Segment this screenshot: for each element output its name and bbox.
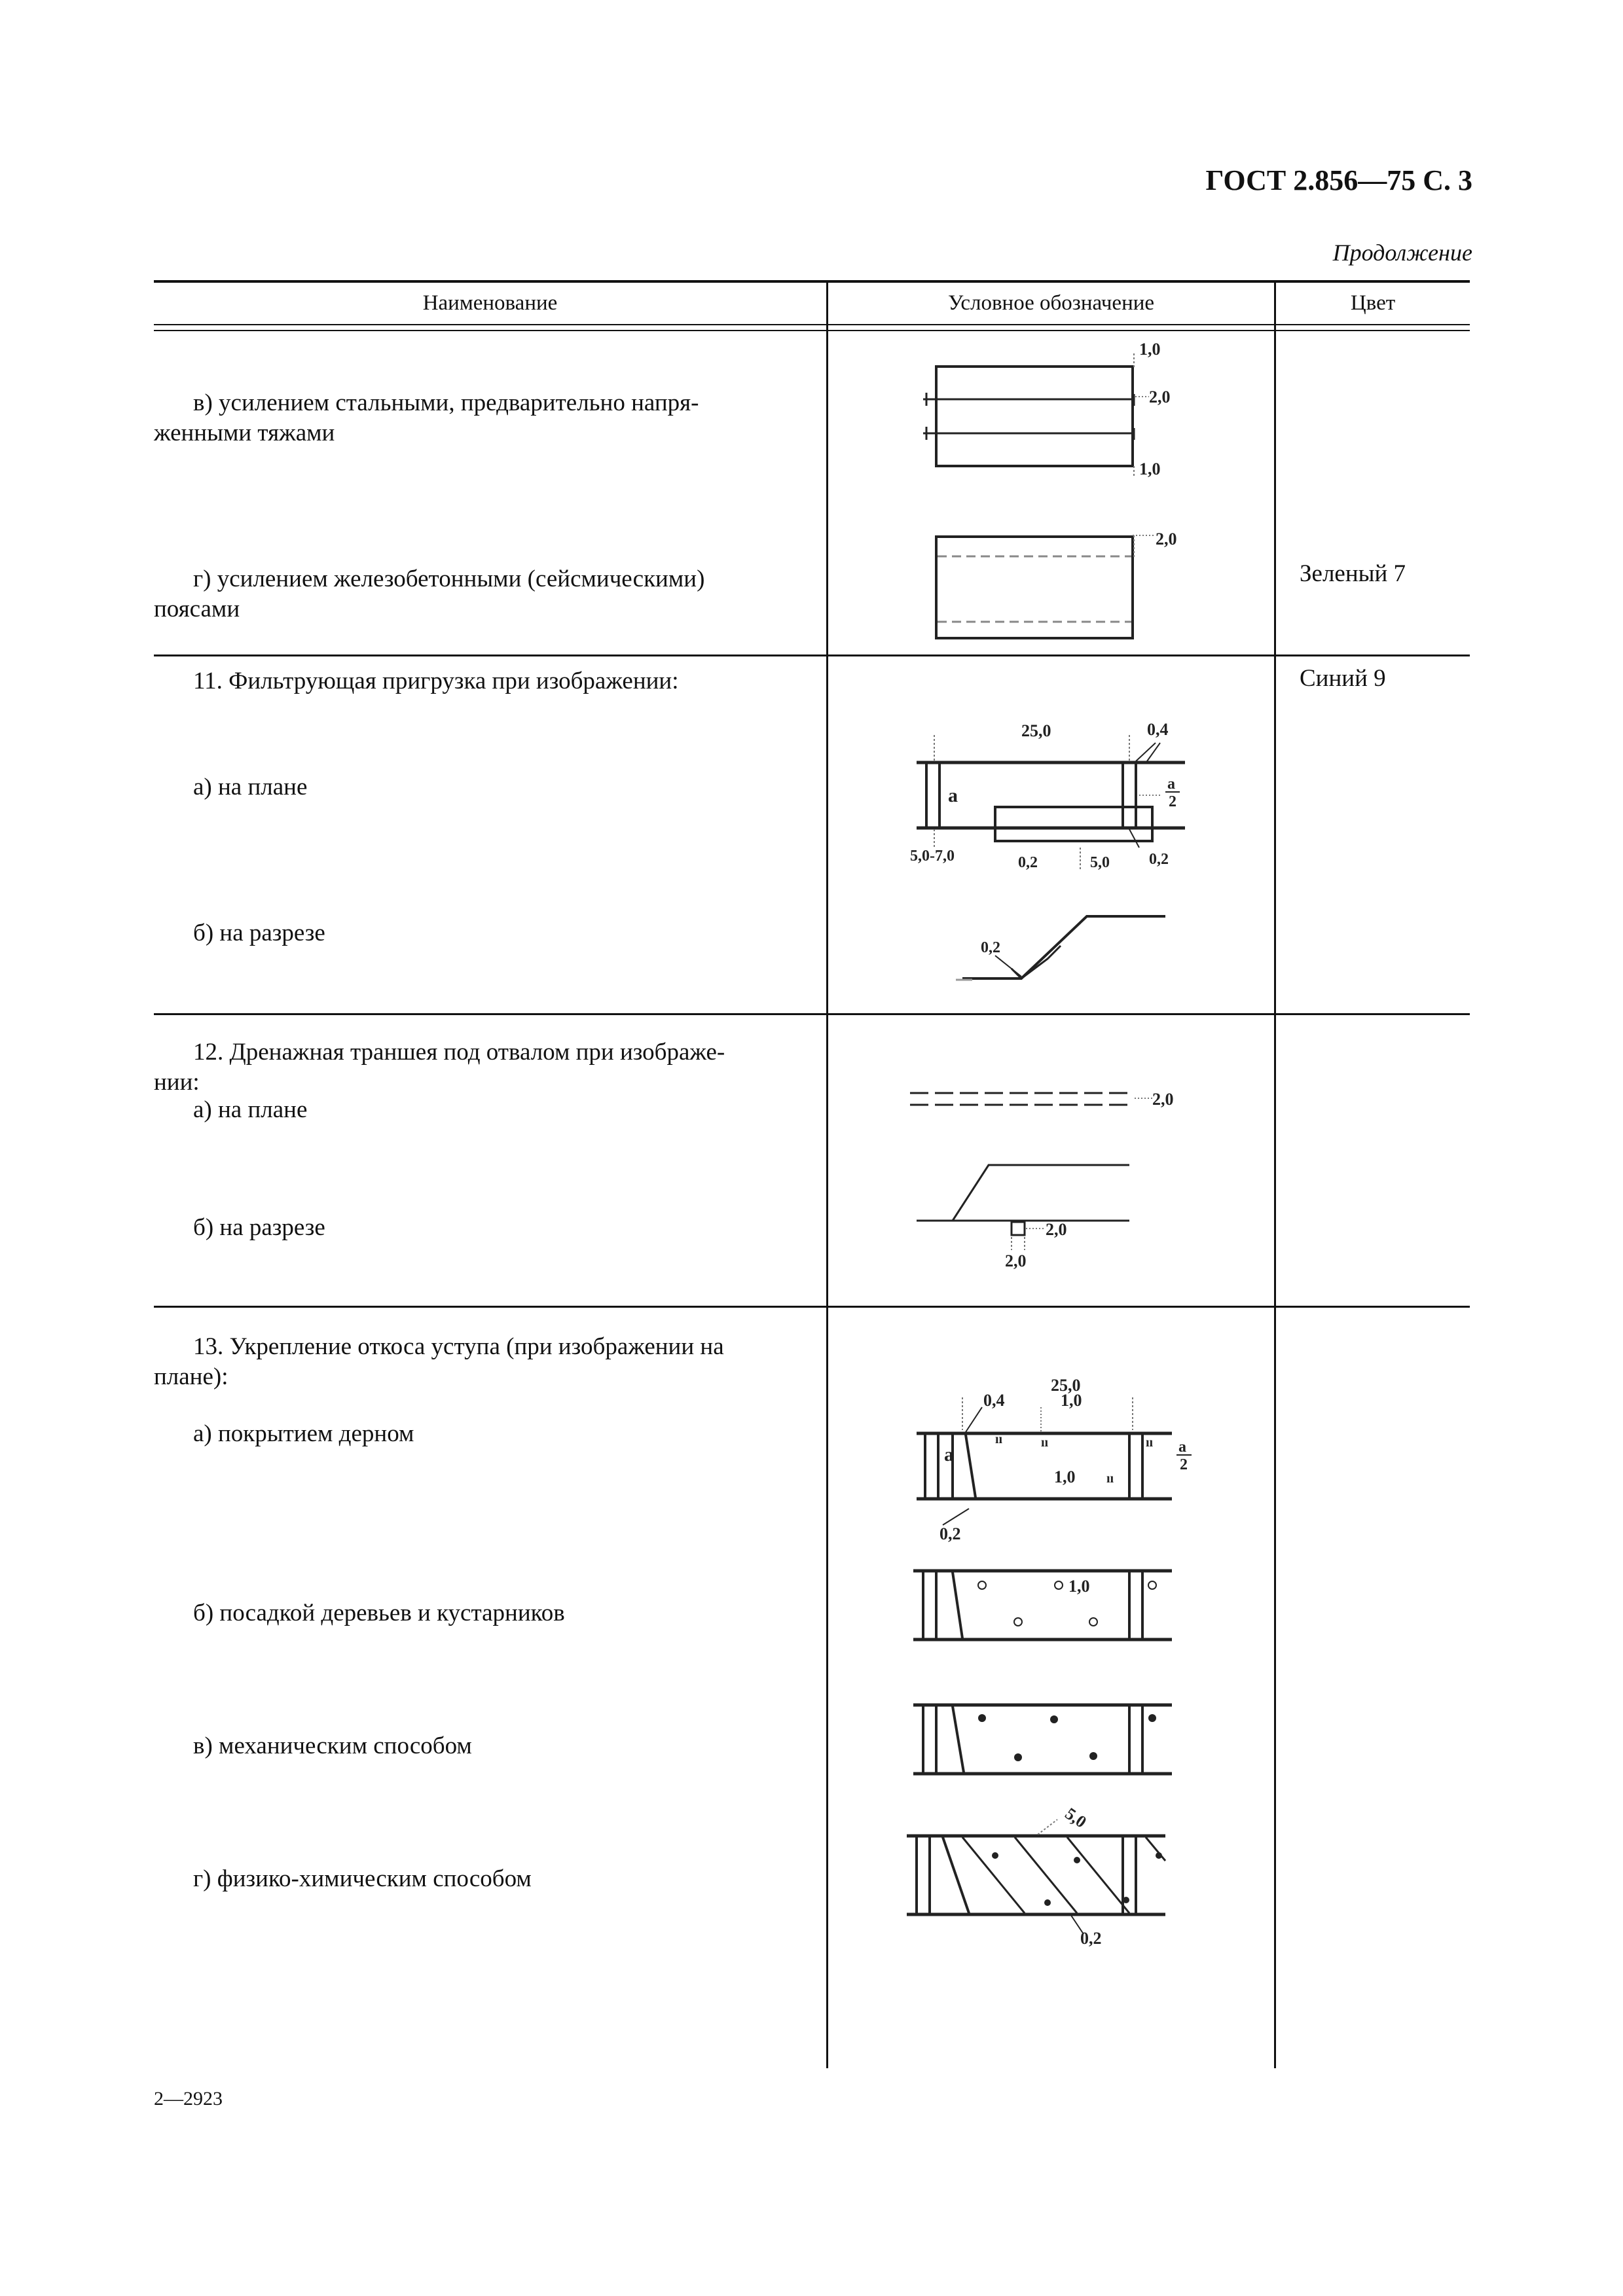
row-divider-10	[154, 655, 1470, 656]
svg-text:ıı: ıı	[1041, 1435, 1049, 1450]
row-11-text: 11. Фильтрующая пригрузка при изображении:	[193, 668, 679, 694]
row-13-text: 13. Укрепление откоса уступа (при изображении на плане):	[154, 1333, 724, 1390]
row-10g-color: Зеленый 7	[1300, 560, 1406, 587]
dim-13g-50: 5,0	[1061, 1804, 1090, 1832]
dim-11-frac-2: 2	[1169, 793, 1176, 810]
symbol-trees-shrubs	[903, 1558, 1205, 1656]
symbol-filter-load-section	[956, 903, 1192, 995]
dim-11-r: 0,2	[1149, 851, 1169, 868]
column-divider-2	[1274, 281, 1276, 2068]
row-11b-text: б) на разрезе	[193, 920, 325, 946]
row-13g-text: г) физико-химическим способом	[193, 1865, 532, 1892]
column-header-color: Цвет	[1350, 291, 1396, 315]
dim-11-left: 5,0-7,0	[910, 848, 955, 865]
symbol-drain-trench-plan	[907, 1080, 1208, 1119]
row-11-color: Синий 9	[1300, 665, 1386, 692]
dim-13-a: а	[944, 1444, 954, 1465]
dim-12b-b: 2,0	[1005, 1251, 1027, 1270]
header-bottom-rule-1	[154, 324, 1470, 325]
symbol-drain-trench-section	[913, 1158, 1188, 1289]
row-10v-text: в) усилением стальными, предварительно напря- женными тяжами	[154, 389, 699, 446]
dim-13-frac-2: 2	[1180, 1456, 1188, 1473]
symbol-rc-belts	[903, 530, 1205, 648]
dim-13-02: 0,2	[939, 1524, 961, 1543]
page-footer-code: 2—2923	[154, 2088, 223, 2109]
table-top-rule	[154, 280, 1470, 283]
row-12a-text: а) на плане	[193, 1096, 308, 1123]
dim-10v-bot: 1,0	[1139, 459, 1161, 478]
row-13a-text: а) покрытием дерном	[193, 1420, 414, 1447]
dim-13-in: 1,0	[1054, 1467, 1076, 1486]
symbol-physico-chemical-method	[897, 1797, 1205, 1947]
dim-11-b1: 0,2	[1018, 854, 1038, 871]
row-12b-text: б) на разрезе	[193, 1214, 325, 1241]
symbol-mechanical-method	[903, 1692, 1205, 1790]
dim-13g-02: 0,2	[1080, 1929, 1102, 1948]
column-divider-1	[826, 281, 828, 2068]
dim-13-frac-a: а	[1178, 1439, 1186, 1456]
dim-13b: 1,0	[1068, 1577, 1090, 1596]
symbol-steel-tendons	[903, 340, 1205, 491]
row-13b-text: б) посадкой деревьев и кустарников	[193, 1600, 565, 1626]
row-10g-text: г) усилением железобетонными (сейсмическими) поясами	[154, 565, 705, 622]
column-header-name: Наименование	[422, 291, 558, 315]
dim-13-04: 0,4	[983, 1391, 1005, 1410]
row-11a-text: а) на плане	[193, 774, 308, 800]
svg-text:ıı: ıı	[1106, 1471, 1114, 1486]
symbol-filter-load-plan	[903, 717, 1231, 887]
svg-text:ıı: ıı	[995, 1432, 1003, 1446]
page-header: ГОСТ 2.856—75 С. 3	[1205, 164, 1472, 196]
dim-12b-r: 2,0	[1046, 1220, 1067, 1239]
header-bottom-rule-2	[154, 330, 1470, 331]
dim-11-len: 25,0	[1021, 721, 1051, 740]
row-13v-text: в) механическим способом	[193, 1732, 472, 1759]
dim-11-b2: 5,0	[1090, 854, 1110, 871]
dim-11b: 0,2	[981, 939, 1000, 956]
symbol-turf-covering	[903, 1368, 1231, 1545]
dim-11-a: а	[948, 785, 958, 806]
dim-10v-top: 1,0	[1139, 340, 1161, 359]
dim-11-frac-a: а	[1167, 776, 1175, 793]
row-12-text: 12. Дренажная траншея под отвалом при изображе- нии:	[154, 1039, 725, 1096]
dim-10g: 2,0	[1156, 529, 1177, 548]
dim-10v-mid: 2,0	[1149, 387, 1171, 406]
row-divider-12	[154, 1306, 1470, 1308]
dim-13-10: 1,0	[1061, 1391, 1082, 1410]
dim-13-len: 25,0	[1051, 1376, 1081, 1395]
dim-11-top: 0,4	[1147, 720, 1169, 739]
column-header-symbol: Условное обозначение	[947, 291, 1155, 315]
row-divider-11	[154, 1013, 1470, 1015]
continuation-label: Продолжение	[1332, 240, 1472, 266]
dim-12a: 2,0	[1152, 1090, 1174, 1109]
svg-text:ıı: ıı	[1146, 1435, 1154, 1450]
